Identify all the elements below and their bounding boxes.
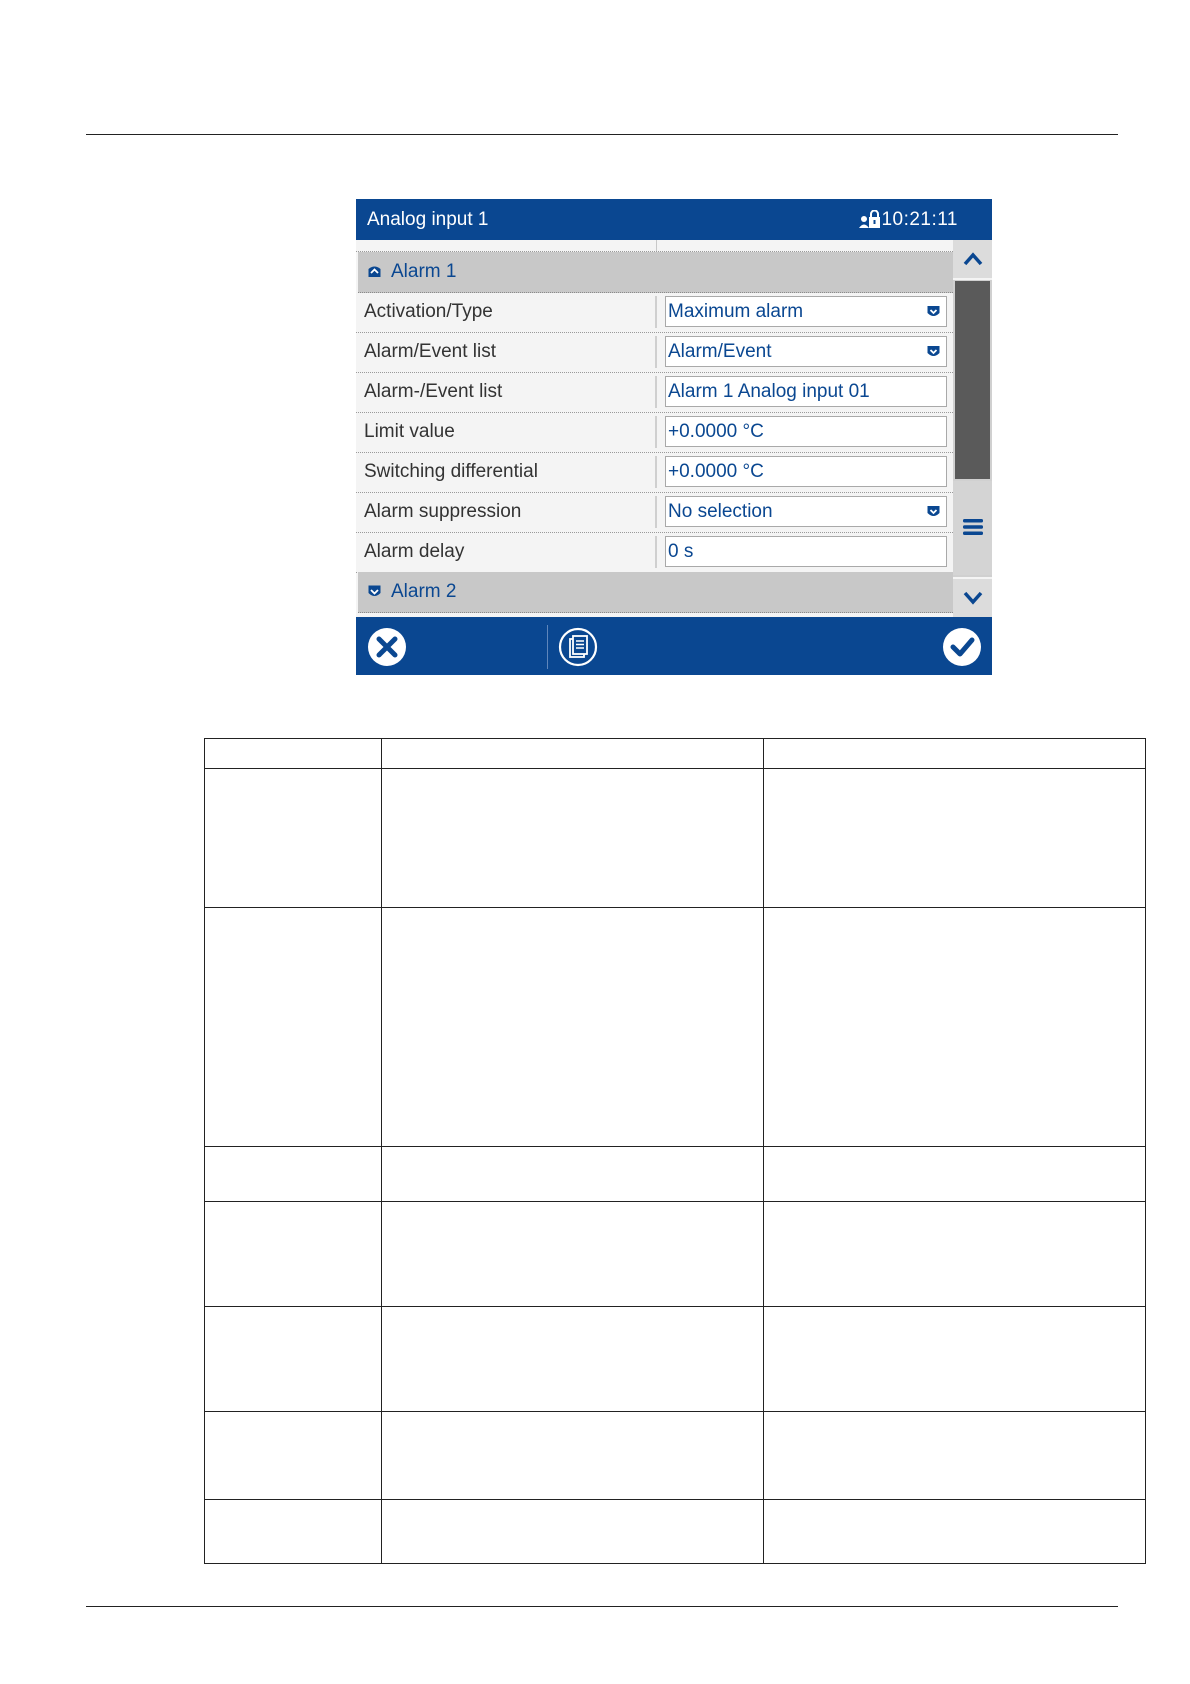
table-row <box>205 1147 1146 1202</box>
table-cell <box>205 1147 382 1202</box>
field-value: 0 s <box>668 541 694 562</box>
previous-row-strip <box>356 240 953 252</box>
parameter-list <box>356 240 953 617</box>
param-row-alarm-event-text <box>356 372 953 413</box>
menu-button[interactable] <box>953 481 992 575</box>
lock-user-icon <box>858 210 880 230</box>
limit-value-input[interactable] <box>665 416 947 447</box>
page-footer-rule <box>86 1606 1118 1607</box>
group-label: Alarm 2 <box>391 581 457 602</box>
scroll-thumb[interactable] <box>955 281 990 479</box>
screen-title: Analog input 1 <box>367 209 489 230</box>
table-cell <box>382 1307 764 1412</box>
menu-icon <box>963 518 983 536</box>
param-label: Limit value <box>364 421 455 442</box>
table-row <box>205 1307 1146 1412</box>
param-label: Alarm-/Event list <box>364 381 503 402</box>
page-header-rule <box>86 134 1118 135</box>
chevron-down-icon <box>963 591 983 605</box>
field-value: Maximum alarm <box>668 301 804 322</box>
param-row-alarm-suppression <box>356 492 953 533</box>
device-screen <box>356 199 992 675</box>
alarm-event-list-dropdown[interactable] <box>665 336 947 367</box>
scroll-up-button[interactable] <box>953 240 992 280</box>
clock: 10:21:11 <box>881 209 958 230</box>
field-value: Alarm/Event <box>668 341 772 362</box>
expand-icon <box>367 584 382 599</box>
field-value: Alarm 1 Analog input 01 <box>668 381 870 402</box>
table-header-row <box>205 739 1146 769</box>
check-icon[interactable] <box>942 627 982 667</box>
param-label: Activation/Type <box>364 301 493 322</box>
group-header-alarm-1[interactable] <box>358 252 953 293</box>
table-cell <box>205 1412 382 1500</box>
alarm-event-text-input[interactable] <box>665 376 947 407</box>
cancel-x-icon[interactable] <box>367 627 407 667</box>
table-cell <box>382 1202 764 1307</box>
alarm-delay-input[interactable] <box>665 536 947 567</box>
table-header-cell <box>764 739 1146 769</box>
table-cell <box>205 1202 382 1307</box>
param-row-switching-differential <box>356 452 953 493</box>
field-value: +0.0000 °C <box>668 421 764 442</box>
dropdown-icon <box>927 505 940 519</box>
param-label: Alarm delay <box>364 541 465 562</box>
table-cell <box>764 908 1146 1147</box>
table-header-cell <box>382 739 764 769</box>
table-cell <box>764 1500 1146 1564</box>
collapse-icon <box>367 264 382 279</box>
document-icon[interactable] <box>558 627 598 667</box>
table-cell <box>764 1202 1146 1307</box>
field-value: +0.0000 °C <box>668 461 764 482</box>
table-cell <box>205 1307 382 1412</box>
param-row-activation-type <box>356 292 953 333</box>
switching-differential-input[interactable] <box>665 456 947 487</box>
scroll-down-button[interactable] <box>953 577 992 617</box>
parameter-description-table <box>204 738 1146 1564</box>
alarm-suppression-dropdown[interactable] <box>665 496 947 527</box>
bottom-toolbar <box>356 617 992 675</box>
table-row <box>205 769 1146 908</box>
table-cell <box>205 769 382 908</box>
dropdown-icon <box>927 305 940 319</box>
group-header-alarm-2[interactable] <box>358 572 953 613</box>
table-row <box>205 1500 1146 1564</box>
param-label: Switching differential <box>364 461 538 482</box>
param-row-alarm-event-list <box>356 332 953 373</box>
toolbar-separator <box>547 625 548 669</box>
table-cell <box>764 1307 1146 1412</box>
table-cell <box>382 1412 764 1500</box>
param-row-alarm-delay <box>356 532 953 573</box>
table-cell <box>764 1147 1146 1202</box>
activation-type-dropdown[interactable] <box>665 296 947 327</box>
table-header-cell <box>205 739 382 769</box>
table-cell <box>205 908 382 1147</box>
chevron-up-icon <box>963 252 983 266</box>
title-bar <box>356 199 992 240</box>
table-cell <box>382 908 764 1147</box>
table-row <box>205 1202 1146 1307</box>
param-label: Alarm suppression <box>364 501 522 522</box>
group-label: Alarm 1 <box>391 261 457 282</box>
table-cell <box>764 769 1146 908</box>
table-cell <box>382 1147 764 1202</box>
scrollbar[interactable] <box>953 240 992 617</box>
param-label: Alarm/Event list <box>364 341 496 362</box>
table-cell <box>764 1412 1146 1500</box>
dropdown-icon <box>927 345 940 359</box>
table-row <box>205 1412 1146 1500</box>
table-row <box>205 908 1146 1147</box>
field-value: No selection <box>668 501 773 522</box>
table-cell <box>382 1500 764 1564</box>
table-cell <box>382 769 764 908</box>
table-cell <box>205 1500 382 1564</box>
param-row-limit-value <box>356 412 953 453</box>
